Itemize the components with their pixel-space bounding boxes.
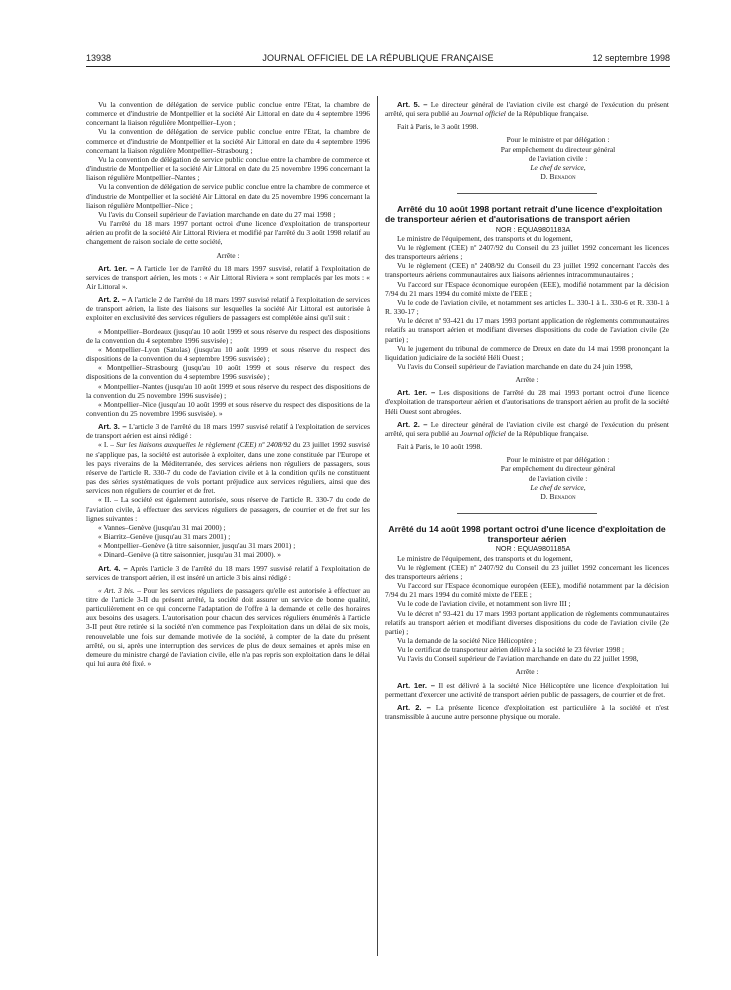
visa-paragraph: Vu la convention de délégation de service public conclue entre la chambre de commerce et d'industrie de Montpellier et la société Air Littoral en date du 25 novembre 1996 concernant la liaison régulière Montpellier–Nice ; — [86, 182, 370, 210]
article-heading: Art. 3. – — [98, 422, 127, 432]
article-heading: Art. 2. – — [397, 702, 431, 712]
signature-line: Par empêchement du directeur général — [500, 144, 616, 154]
visa-paragraph: Vu le règlement (CEE) nº 2407/92 du Conseil du 23 juillet 1992 concernant les licences des transporteurs aériens ; — [385, 242, 669, 262]
signature-line: Pour le ministre et par délégation : — [506, 135, 610, 145]
article-3bis-quote — [86, 586, 370, 668]
article-4 — [86, 564, 370, 582]
visa-paragraph: Vu l'accord sur l'Espace économique européen (EEE), modifié notamment par la décision 7/94 du 21 mars 1994 du comité mixte de l'EEE ; — [385, 279, 669, 298]
minister-line: Le ministre de l'équipement, des transports et du logement, — [397, 553, 573, 563]
route-item: « Montpellier–Lyon (Satolas) (jusqu'au 10 août 1999 et sous réserve du respect des dispositions de la convention du 4 septembre 1996 susvisée) ; — [86, 344, 370, 364]
journal-name: Journal officiel — [460, 428, 506, 438]
done-at: Fait à Paris, le 3 août 1998. — [397, 122, 479, 132]
article-text: La présente licence d'exploitation est particulière à la société et n'est transmissible à aucune autre personne physique ou morale. — [385, 702, 670, 722]
arrete-heading: Arrête : — [515, 375, 539, 385]
visa-paragraph: Vu le jugement du tribunal de commerce de Dreux en date du 14 mai 1998 prononçant la liquidation judiciaire de la société Héli Ouest ; — [385, 343, 669, 362]
left-column — [86, 100, 370, 668]
section-text: du 23 juillet 1992 susvisé ne s'applique pas, la société est autorisée à exploiter, dans une zone constituée par l'Europe et les pays riverains de la Méditerranée, des services aériens non réguliers de passagers, sous réserve de l'article R. 330-7 du code de l'aviation civile et à la condition qu'ils ne constituent pas des séries systématiques de vols portant préjudice aux services réguliers, ainsi que des services non réguliers de courrier et de fret. — [86, 440, 371, 496]
visa-paragraph: Vu le décret nº 93-421 du 17 mars 1993 portant application de règlements communautaires relatifs au transport aérien et modifiant diverses dispositions du code de l'aviation civile (2e partie) ; — [385, 316, 669, 344]
route-item: « Montpellier–Genève (à titre saisonnier, jusqu'au 31 mars 2001) ; — [98, 541, 296, 551]
section-italic: Sur les liaisons auxquelles le règlement (CEE) nº 2408/92 — [116, 440, 291, 450]
article-text: A l'article 2 de l'arrêté du 18 mars 1997 susvisé relatif à l'exploitation de services de transport aérien, la liste des liaisons sur lesquelles la société Air Littoral est autorisée à exploiter en exclusivité des services réguliers de passagers est complétée ainsi qu'il suit : — [86, 295, 370, 323]
route-item: « Dinard–Genève (à titre saisonnier, jusqu'au 31 mai 2000). » — [98, 550, 282, 560]
done-at: Fait à Paris, le 10 août 1998. — [397, 442, 483, 452]
quote-text: Pour les services réguliers de passagers qu'elle est autorisée à effectuer au titre de l'article 3-II du présent arrêté, la société doit assurer un service de bonne qualité, particulièrement en ce qui concerne l'adaptation de l'offre à la demande et celle des horaires aux besoins des usagers. L'autorisation pour chacun des services réguliers énumérés à l'article 3-II peut être retirée si la société n'en commence pas l'exploitation dans un délai de six mois, renouvelable une fois sur demande motivée de la société, à compter de la date du présent arrêté, ou si, après une interruption des services de plus de deux semaines et après mise en demeure du ministre chargé de l'aviation civile, elle n'a pas repris son exploitation dans le délai qui lui aura été fixé. » — [86, 585, 370, 669]
route-item: « Vannes–Genève (jusqu'au 31 mai 2000) ; — [98, 522, 226, 532]
journal-name: Journal officiel — [460, 109, 506, 119]
column-divider — [377, 96, 378, 956]
route-item: « Montpellier–Nantes (jusqu'au 10 août 1999 et sous réserve du respect des dispositions de la convention du 25 novembre 1996 susvisée) ; — [86, 381, 370, 400]
visa-paragraph: Vu la convention de délégation de service public conclue entre la chambre de commerce et d'industrie de Montpellier et la société Air Littoral en date du 25 novembre 1996 concernant la liaison régulière Montpellier–Nantes ; — [86, 154, 370, 183]
signature-role: Le chef de service, — [530, 162, 586, 172]
article-text: Les dispositions de l'arrêté du 28 mai 1993 portant octroi d'une licence d'exploitation de transporteur aérien et d'autorisations de transport aérien au profit de la société Héli Ouest sont abrogées. — [385, 388, 670, 416]
article-text-end: de la République française. — [507, 428, 589, 438]
article-1 — [86, 264, 370, 291]
signature-line: de l'aviation civile : — [528, 473, 588, 483]
article-5 — [385, 100, 669, 118]
article-text: Le directeur général de l'aviation civile est chargé de l'exécution du présent arrêté, qui sera publié au — [385, 100, 669, 119]
signature-line: de l'aviation civile : — [528, 153, 588, 163]
signature-name: D. Benadon — [540, 172, 576, 182]
nor-reference: NOR : EQUA9801183A — [495, 224, 571, 234]
right-column — [385, 100, 669, 721]
route-item: « Montpellier–Bordeaux (jusqu'au 10 août 1999 et sous réserve du respect des dispositions de la convention du 4 septembre 1996 susvisée) ; — [86, 326, 370, 345]
article-heading: Art. 2. – — [98, 295, 127, 305]
article-1 — [385, 388, 669, 415]
journal-title: JOURNAL OFFICIEL DE LA RÉPUBLIQUE FRANÇAISE — [262, 53, 494, 63]
section-lead: « I. – — [98, 440, 114, 450]
quote-lead: « Art. 3 bis. – — [98, 585, 141, 595]
route-item: « Montpellier–Nice (jusqu'au 10 août 1999 et sous réserve du respect des dispositions de la convention du 25 novembre 1996 susvisée). » — [86, 399, 370, 418]
signature-name: D. Benadon — [540, 491, 576, 501]
article-3 — [86, 422, 370, 440]
article-text: A l'article 1er de l'arrêté du 18 mars 1997 susvisé, relatif à l'exploitation de services de transport aérien, les mots : « Air Littoral Riviera » sont remplacés par les mots : « Air Littoral ». — [86, 263, 371, 291]
article-text: Après l'article 3 de l'arrêté du 18 mars 1997 susvisé relatif à l'exploitation de services de transport aérien, il est inséré un article 3 bis ainsi rédigé : — [86, 563, 370, 582]
decree-separator — [457, 513, 597, 514]
visa-paragraph: Vu l'avis du Conseil supérieur de l'aviation marchande en date du 27 mai 1998 ; — [98, 209, 336, 219]
route-item: « Biarritz–Genève (jusqu'au 31 mars 2001) ; — [98, 532, 231, 542]
arrete-heading: Arrête : — [515, 667, 539, 677]
decree-title: Arrêté du 10 août 1998 portant retrait d'une licence d'exploitation de transporteur aérien et d'autorisations de transport aérien — [385, 204, 663, 225]
article-text-end: de la République française. — [507, 109, 589, 119]
visa-paragraph: Vu la convention de délégation de service public conclue entre l'Etat, la chambre de commerce et d'industrie de Montpellier et la société Air Littoral en date du 4 septembre 1996 concernant la liaison régulière Montpellier–Strasbourg ; — [86, 127, 370, 155]
article-text: Le directeur général de l'aviation civile est chargé de l'exécution du présent arrêté, qui sera publié au — [385, 419, 669, 438]
article-heading: Art. 5. – — [397, 100, 428, 109]
article-3-section-1 — [86, 440, 370, 495]
arrete-heading: Arrête : — [216, 250, 240, 260]
article-heading: Art. 2. – — [397, 419, 428, 429]
visa-paragraph: Vu le décret nº 93-421 du 17 mars 1993 portant application de règlements communautaires relatifs au transport aérien et modifiant diverses dispositions du code de l'aviation civile (2e partie) ; — [385, 608, 669, 636]
signature-role: Le chef de service, — [530, 482, 586, 492]
decree-separator — [457, 193, 597, 194]
article-2 — [86, 295, 370, 322]
visa-paragraph: Vu la demande de la société Nice Hélicoptère ; — [397, 636, 537, 645]
article-text: Il est délivré à la société Nice Hélicoptère une licence d'exploitation lui permettant d'exercer une activité de transport aérien public de passagers, de courrier et de fret. — [385, 680, 670, 699]
article-heading: Art. 1er. – — [397, 388, 436, 398]
route-item: « Montpellier–Strasbourg (jusqu'au 10 août 1999 et sous réserve du respect des dispositions de la convention du 4 septembre 1996 susvisée) ; — [86, 363, 370, 382]
header-rule — [86, 66, 670, 67]
issue-date: 12 septembre 1998 — [592, 53, 670, 63]
visa-paragraph: Vu le certificat de transporteur aérien délivré à la société le 23 février 1998 ; — [397, 645, 625, 655]
visa-paragraph: Vu le règlement (CEE) nº 2408/92 du Conseil du 23 juillet 1992 concernant l'accès des transporteurs aériens communautaires aux liaisons aériennes intracommunautaires ; — [385, 261, 669, 280]
signature-line: Pour le ministre et par délégation : — [506, 455, 610, 465]
page-number: 13938 — [86, 53, 112, 63]
visa-paragraph: Vu l'avis du Conseil supérieur de l'aviation marchande en date du 22 juillet 1998, — [397, 654, 639, 664]
article-heading: Art. 4. – — [98, 563, 128, 573]
visa-paragraph: Vu la convention de délégation de service public conclue entre l'Etat, la chambre de commerce et d'industrie de Montpellier et la société Air Littoral en date du 4 septembre 1996 concernant la liaison régulière Montpellier–Lyon ; — [86, 100, 370, 128]
article-3-section-2: « II. – La société est également autorisée, sous réserve de l'article R. 330-7 du code de l'aviation civile, à effectuer des services réguliers de passagers, de courrier et de fret sur les lignes suivantes : — [86, 495, 370, 523]
article-1 — [385, 681, 669, 699]
visa-paragraph: Vu l'avis du Conseil supérieur de l'aviation marchande en date du 24 juin 1998, — [397, 362, 633, 371]
article-2 — [385, 703, 669, 721]
visa-paragraph: Vu l'accord sur l'Espace économique européen (EEE), modifié notamment par la décision 7/94 du 21 mars 1994 du comité mixte de l'EEE ; — [385, 581, 669, 600]
visa-paragraph: Vu le code de l'aviation civile, et notamment son livre III ; — [397, 599, 571, 609]
visa-paragraph: Vu le règlement (CEE) nº 2407/92 du Conseil du 23 juillet 1992 concernant les licences des transporteurs aériens ; — [385, 562, 669, 581]
minister-line: Le ministre de l'équipement, des transports et du logement, — [397, 233, 573, 243]
article-text: L'article 3 de l'arrêté du 18 mars 1997 susvisé relatif à l'exploitation de services de transport aérien est ainsi rédigé : — [86, 422, 370, 441]
article-2 — [385, 420, 669, 438]
decree-title: Arrêté du 14 août 1998 portant octroi d'une licence d'exploitation de transporteur aérien — [388, 524, 666, 545]
visa-paragraph: Vu le code de l'aviation civile, et notamment ses articles L. 330-1 à L. 330-6 et R. 330-1 à R. 330-17 ; — [385, 297, 669, 317]
article-heading: Art. 1er. – — [397, 680, 435, 690]
visa-paragraph: Vu l'arrêté du 18 mars 1997 portant octroi d'une licence d'exploitation de transporteur aérien au profit de la société Air Littoral Riviera et modifié par l'arrêté du 3 août 1998 relatif au changement de raison sociale de cette société, — [86, 219, 370, 247]
nor-reference: NOR : EQUA9801185A — [495, 544, 571, 554]
signature-line: Par empêchement du directeur général — [500, 464, 616, 474]
article-heading: Art. 1er. – — [98, 263, 135, 273]
